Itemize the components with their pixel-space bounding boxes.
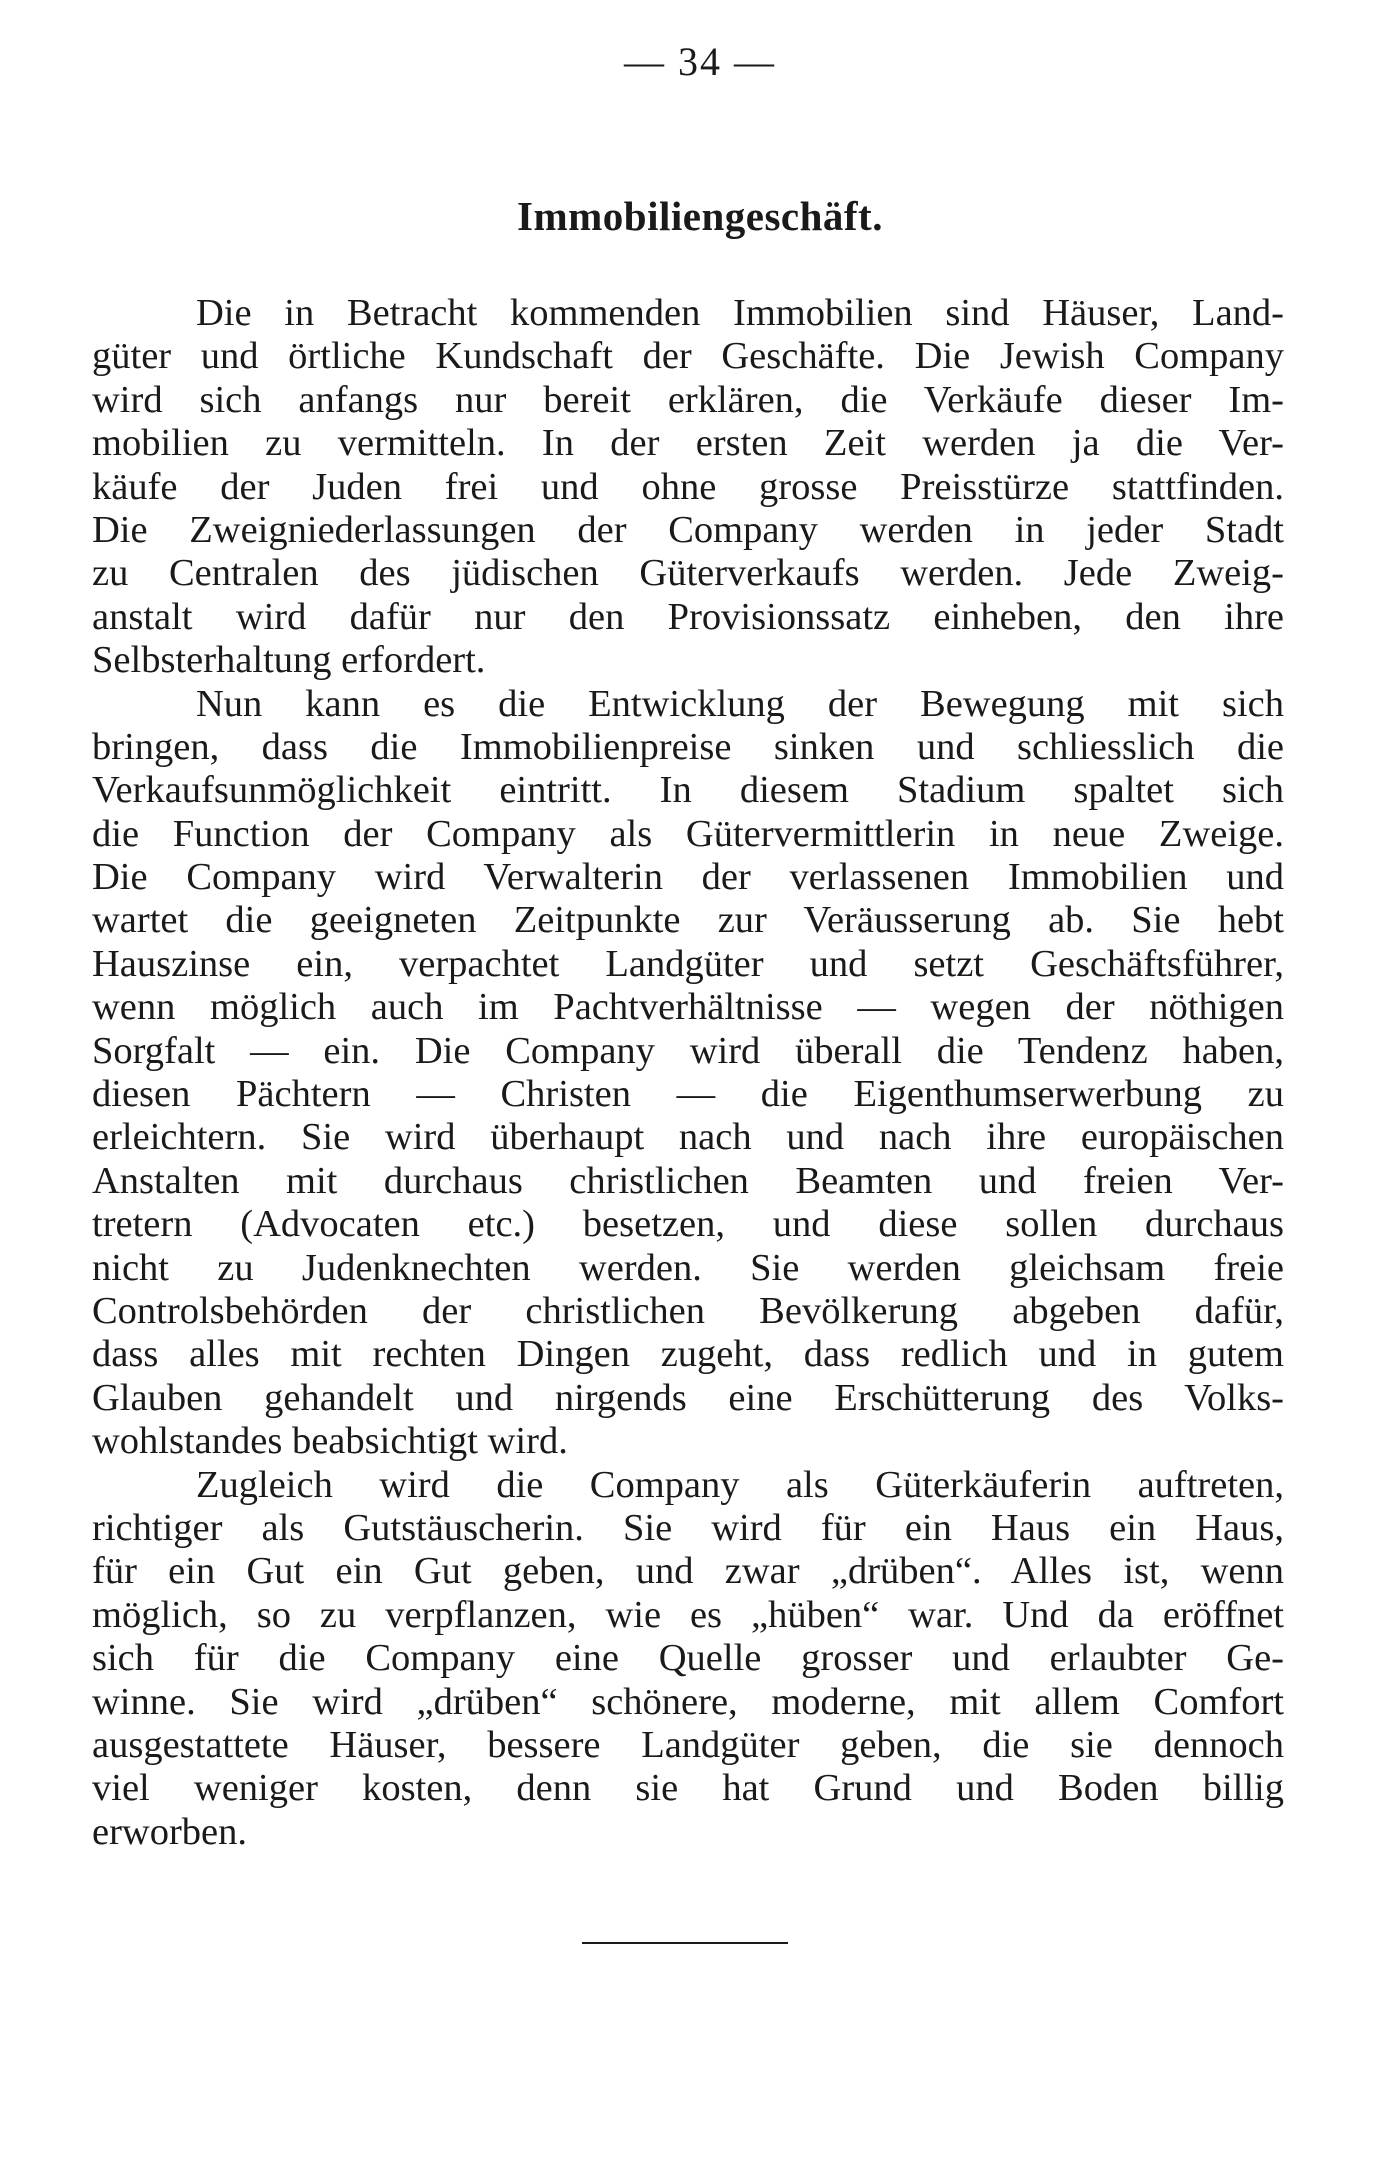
text-line: nicht zu Judenknechten werden. Sie werden gleichsam freie [92, 1246, 1284, 1289]
text-line: möglich, so zu verpflanzen, wie es „hüben“ war. Und da eröffnet [92, 1593, 1284, 1636]
text-line: diesen Pächtern — Christen — die Eigenthumserwerbung zu [92, 1073, 1284, 1116]
body-text [92, 292, 1284, 1854]
text-line: winne. Sie wird „drüben“ schönere, moderne, mit allem Comfort [92, 1680, 1284, 1723]
text-line: anstalt wird dafür nur den Provisionssatz einheben, den ihre [92, 595, 1284, 638]
text-line: Die Company wird Verwalterin der verlassenen Immobilien und [92, 856, 1284, 899]
text-line: ausgestattete Häuser, bessere Landgüter geben, die sie dennoch [92, 1723, 1284, 1766]
text-line: viel weniger kosten, denn sie hat Grund und Boden billig [92, 1767, 1284, 1810]
text-line: dass alles mit rechten Dingen zugeht, dass redlich und in gutem [92, 1333, 1284, 1376]
text-line: Zugleich wird die Company als Güterkäuferin auftreten, [196, 1463, 1284, 1506]
text-line: richtiger als Gutstäuscherin. Sie wird für ein Haus ein Haus, [92, 1506, 1284, 1549]
text-line: tretern (Advocaten etc.) besetzen, und diese sollen durchaus [92, 1203, 1284, 1246]
text-line: sich für die Company eine Quelle grosser und erlaubter Ge- [92, 1637, 1284, 1680]
text-line: Die in Betracht kommenden Immobilien sind Häuser, Land- [196, 292, 1284, 334]
text-line: käufe der Juden frei und ohne grosse Preisstürze stattfinden. [92, 465, 1284, 508]
text-line: Anstalten mit durchaus christlichen Beamten und freien Ver- [92, 1159, 1284, 1202]
text-line: zu Centralen des jüdischen Güterverkaufs werden. Jede Zweig- [92, 552, 1284, 595]
text-line: Selbsterhaltung erfordert. [92, 639, 486, 682]
page-number: — 34 — [624, 39, 776, 84]
text-line: Die Zweigniederlassungen der Company werden in jeder Stadt [92, 508, 1284, 551]
text-line: Glauben gehandelt und nirgends eine Erschütterung des Volks- [92, 1376, 1284, 1419]
text-line: erleichtern. Sie wird überhaupt nach und nach ihre europäischen [92, 1116, 1284, 1159]
text-line: mobilien zu vermitteln. In der ersten Zeit werden ja die Ver- [92, 422, 1284, 465]
text-line: Nun kann es die Entwicklung der Bewegung mit sich [196, 682, 1284, 725]
section-heading: Immobiliengeschäft. [517, 193, 883, 239]
text-line: wohlstandes beabsichtigt wird. [92, 1420, 568, 1463]
text-line: bringen, dass die Immobilienpreise sinken und schliesslich die [92, 725, 1284, 768]
text-line: Sorgfalt — ein. Die Company wird überall die Tendenz haben, [92, 1029, 1284, 1072]
text-line: güter und örtliche Kundschaft der Geschäfte. Die Jewish Company [92, 335, 1284, 378]
text-line: für ein Gut ein Gut geben, und zwar „drüben“. Alles ist, wenn [92, 1550, 1284, 1593]
section-end-rule [582, 1942, 788, 1944]
text-line: Controlsbehörden der christlichen Bevölkerung abgeben dafür, [92, 1289, 1284, 1332]
text-line: wird sich anfangs nur bereit erklären, die Verkäufe dieser Im- [92, 378, 1284, 421]
text-line: die Function der Company als Gütervermittlerin in neue Zweige. [92, 812, 1284, 855]
text-line: Verkaufsunmöglichkeit eintritt. In diesem Stadium spaltet sich [92, 769, 1284, 812]
text-line: wartet die geeigneten Zeitpunkte zur Veräusserung ab. Sie hebt [92, 899, 1284, 942]
text-line: erworben. [92, 1810, 247, 1853]
text-line: wenn möglich auch im Pachtverhältnisse — wegen der nöthigen [92, 986, 1284, 1029]
text-line: Hauszinse ein, verpachtet Landgüter und setzt Geschäftsführer, [92, 942, 1284, 985]
